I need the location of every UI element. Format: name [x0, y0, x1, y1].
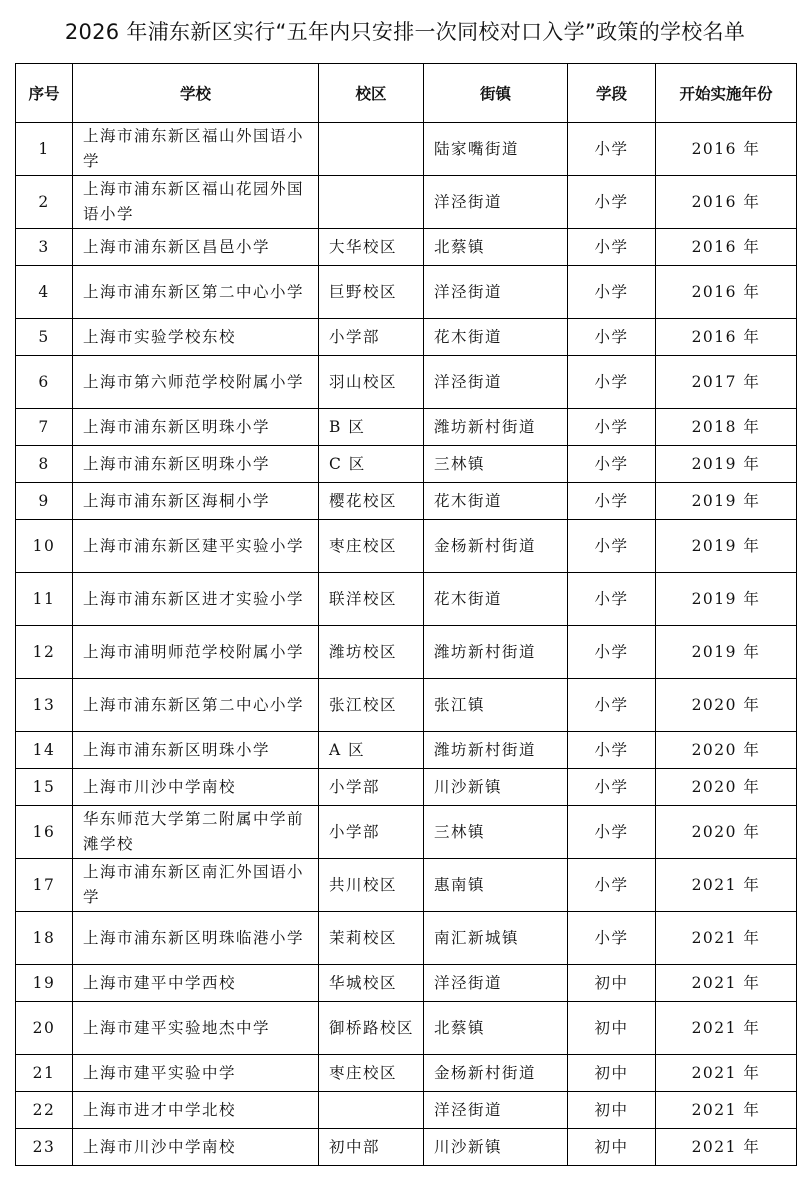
campus-name: 小学部 [319, 319, 424, 356]
row-number: 19 [16, 965, 73, 1002]
row-number: 16 [16, 806, 73, 859]
campus-name: 御桥路校区 [319, 1002, 424, 1055]
street-town: 川沙新镇 [424, 1129, 568, 1166]
school-name: 上海市浦东新区明珠小学 [73, 446, 319, 483]
campus-name: 大华校区 [319, 229, 424, 266]
street-town: 金杨新村街道 [424, 520, 568, 573]
campus-name: 巨野校区 [319, 266, 424, 319]
table-row [16, 965, 797, 1002]
table-row [16, 1055, 797, 1092]
school-name: 上海市建平中学西校 [73, 965, 319, 1002]
street-town: 北蔡镇 [424, 229, 568, 266]
school-name: 上海市第六师范学校附属小学 [73, 356, 319, 409]
campus-name: 联洋校区 [319, 573, 424, 626]
start-year: 2020 年 [656, 806, 797, 859]
campus-name [319, 176, 424, 229]
school-stage: 小学 [568, 520, 656, 573]
row-number: 6 [16, 356, 73, 409]
start-year: 2019 年 [656, 483, 797, 520]
row-number: 1 [16, 123, 73, 176]
street-town: 洋泾街道 [424, 356, 568, 409]
school-name: 上海市浦东新区明珠小学 [73, 732, 319, 769]
row-number: 17 [16, 859, 73, 912]
school-name: 上海市浦东新区福山外国语小学 [73, 123, 319, 176]
page-title: 2026 年浦东新区实行“五年内只安排一次同校对口入学”政策的学校名单 [64, 20, 746, 44]
table-row [16, 732, 797, 769]
school-name: 上海市川沙中学南校 [73, 769, 319, 806]
school-name: 上海市浦东新区第二中心小学 [73, 266, 319, 319]
school-stage: 小学 [568, 266, 656, 319]
school-name: 上海市浦东新区进才实验小学 [73, 573, 319, 626]
school-name: 上海市建平实验中学 [73, 1055, 319, 1092]
campus-name: B 区 [319, 409, 424, 446]
header-no: 序号 [16, 64, 73, 123]
school-stage: 小学 [568, 859, 656, 912]
row-number: 10 [16, 520, 73, 573]
school-stage: 小学 [568, 483, 656, 520]
street-town: 川沙新镇 [424, 769, 568, 806]
row-number: 21 [16, 1055, 73, 1092]
school-name: 上海市浦东新区南汇外国语小学 [73, 859, 319, 912]
school-stage: 小学 [568, 356, 656, 409]
start-year: 2019 年 [656, 573, 797, 626]
street-town: 南汇新城镇 [424, 912, 568, 965]
campus-name: 潍坊校区 [319, 626, 424, 679]
table-row [16, 356, 797, 409]
header-campus: 校区 [319, 64, 424, 123]
table-row [16, 176, 797, 229]
street-town: 北蔡镇 [424, 1002, 568, 1055]
start-year: 2016 年 [656, 176, 797, 229]
school-name: 上海市建平实验地杰中学 [73, 1002, 319, 1055]
start-year: 2019 年 [656, 520, 797, 573]
school-name: 上海市川沙中学南校 [73, 1129, 319, 1166]
row-number: 9 [16, 483, 73, 520]
start-year: 2016 年 [656, 266, 797, 319]
header-year: 开始实施年份 [656, 64, 797, 123]
school-stage: 小学 [568, 573, 656, 626]
school-stage: 小学 [568, 229, 656, 266]
school-stage: 小学 [568, 806, 656, 859]
table-header-row [16, 64, 797, 123]
school-name: 上海市浦东新区海桐小学 [73, 483, 319, 520]
table-row [16, 769, 797, 806]
start-year: 2016 年 [656, 123, 797, 176]
school-stage: 小学 [568, 769, 656, 806]
row-number: 11 [16, 573, 73, 626]
row-number: 8 [16, 446, 73, 483]
school-stage: 小学 [568, 123, 656, 176]
header-stage: 学段 [568, 64, 656, 123]
start-year: 2021 年 [656, 965, 797, 1002]
table-row [16, 229, 797, 266]
start-year: 2021 年 [656, 1055, 797, 1092]
street-town: 潍坊新村街道 [424, 409, 568, 446]
table-row [16, 520, 797, 573]
start-year: 2021 年 [656, 1092, 797, 1129]
table-row [16, 446, 797, 483]
table-body [16, 123, 797, 1166]
street-town: 花木街道 [424, 319, 568, 356]
row-number: 12 [16, 626, 73, 679]
school-stage: 小学 [568, 176, 656, 229]
street-town: 花木街道 [424, 573, 568, 626]
campus-name: A 区 [319, 732, 424, 769]
school-stage: 初中 [568, 1129, 656, 1166]
table-row [16, 573, 797, 626]
start-year: 2020 年 [656, 732, 797, 769]
school-stage: 初中 [568, 1002, 656, 1055]
campus-name: 小学部 [319, 769, 424, 806]
table-row [16, 679, 797, 732]
school-list-table [15, 63, 797, 1166]
row-number: 7 [16, 409, 73, 446]
street-town: 洋泾街道 [424, 965, 568, 1002]
school-stage: 小学 [568, 319, 656, 356]
row-number: 14 [16, 732, 73, 769]
school-name: 上海市浦东新区昌邑小学 [73, 229, 319, 266]
street-town: 金杨新村街道 [424, 1055, 568, 1092]
start-year: 2019 年 [656, 446, 797, 483]
campus-name [319, 1092, 424, 1129]
row-number: 4 [16, 266, 73, 319]
start-year: 2016 年 [656, 319, 797, 356]
street-town: 潍坊新村街道 [424, 626, 568, 679]
row-number: 3 [16, 229, 73, 266]
school-stage: 小学 [568, 446, 656, 483]
school-stage: 初中 [568, 965, 656, 1002]
start-year: 2019 年 [656, 626, 797, 679]
table-row [16, 859, 797, 912]
street-town: 洋泾街道 [424, 176, 568, 229]
school-name: 上海市浦东新区明珠临港小学 [73, 912, 319, 965]
start-year: 2021 年 [656, 1129, 797, 1166]
school-name: 上海市浦东新区建平实验小学 [73, 520, 319, 573]
school-stage: 初中 [568, 1092, 656, 1129]
start-year: 2021 年 [656, 912, 797, 965]
table-row [16, 266, 797, 319]
row-number: 15 [16, 769, 73, 806]
table-row [16, 1002, 797, 1055]
campus-name: 张江校区 [319, 679, 424, 732]
start-year: 2020 年 [656, 679, 797, 732]
school-stage: 小学 [568, 626, 656, 679]
row-number: 5 [16, 319, 73, 356]
street-town: 洋泾街道 [424, 266, 568, 319]
street-town: 潍坊新村街道 [424, 732, 568, 769]
header-street: 街镇 [424, 64, 568, 123]
table-row [16, 1129, 797, 1166]
school-name: 上海市进才中学北校 [73, 1092, 319, 1129]
campus-name [319, 123, 424, 176]
school-name: 华东师范大学第二附属中学前滩学校 [73, 806, 319, 859]
start-year: 2016 年 [656, 229, 797, 266]
table-row [16, 806, 797, 859]
campus-name: 茉莉校区 [319, 912, 424, 965]
campus-name: 羽山校区 [319, 356, 424, 409]
school-stage: 小学 [568, 912, 656, 965]
campus-name: 枣庄校区 [319, 520, 424, 573]
row-number: 2 [16, 176, 73, 229]
street-town: 洋泾街道 [424, 1092, 568, 1129]
table-row [16, 912, 797, 965]
school-name: 上海市浦东新区第二中心小学 [73, 679, 319, 732]
street-town: 三林镇 [424, 806, 568, 859]
row-number: 13 [16, 679, 73, 732]
campus-name: 华城校区 [319, 965, 424, 1002]
row-number: 23 [16, 1129, 73, 1166]
header-school: 学校 [73, 64, 319, 123]
table-row [16, 123, 797, 176]
table-row [16, 409, 797, 446]
school-stage: 初中 [568, 1055, 656, 1092]
table-row [16, 1092, 797, 1129]
table-row [16, 483, 797, 520]
start-year: 2018 年 [656, 409, 797, 446]
campus-name: 初中部 [319, 1129, 424, 1166]
start-year: 2021 年 [656, 859, 797, 912]
school-name: 上海市浦东新区福山花园外国语小学 [73, 176, 319, 229]
row-number: 20 [16, 1002, 73, 1055]
school-stage: 小学 [568, 679, 656, 732]
school-name: 上海市浦东新区明珠小学 [73, 409, 319, 446]
street-town: 张江镇 [424, 679, 568, 732]
campus-name: C 区 [319, 446, 424, 483]
street-town: 惠南镇 [424, 859, 568, 912]
start-year: 2020 年 [656, 769, 797, 806]
street-town: 花木街道 [424, 483, 568, 520]
campus-name: 樱花校区 [319, 483, 424, 520]
street-town: 三林镇 [424, 446, 568, 483]
row-number: 18 [16, 912, 73, 965]
street-town: 陆家嘴街道 [424, 123, 568, 176]
row-number: 22 [16, 1092, 73, 1129]
table-row [16, 626, 797, 679]
start-year: 2021 年 [656, 1002, 797, 1055]
start-year: 2017 年 [656, 356, 797, 409]
school-stage: 小学 [568, 409, 656, 446]
campus-name: 枣庄校区 [319, 1055, 424, 1092]
school-name: 上海市实验学校东校 [73, 319, 319, 356]
table-row [16, 319, 797, 356]
campus-name: 共川校区 [319, 859, 424, 912]
school-stage: 小学 [568, 732, 656, 769]
school-name: 上海市浦明师范学校附属小学 [73, 626, 319, 679]
campus-name: 小学部 [319, 806, 424, 859]
